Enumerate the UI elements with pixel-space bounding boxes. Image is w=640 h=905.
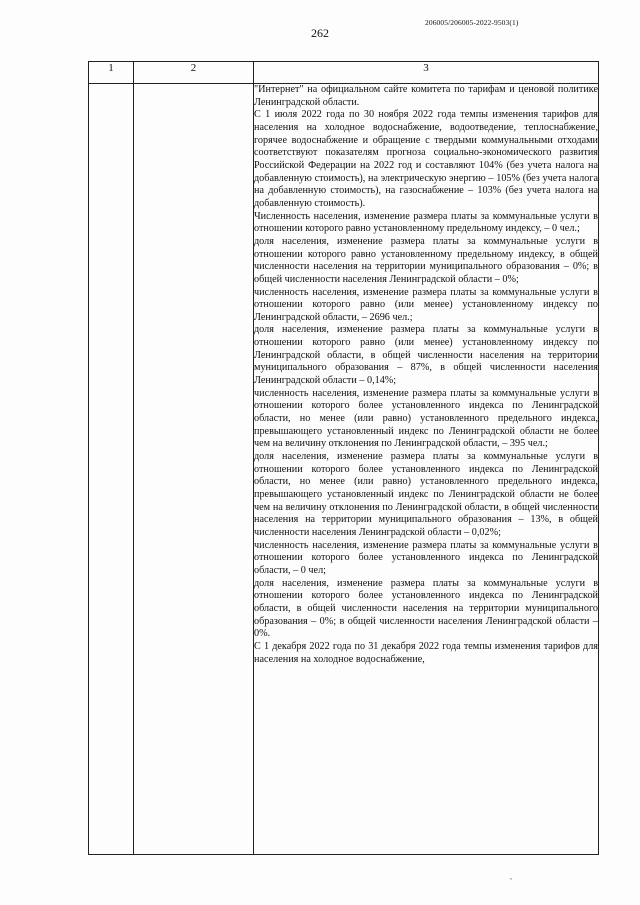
- data-table: [88, 61, 599, 855]
- paragraph: Численность населения, изменение размера платы за коммунальные услуги в отношении которого равно установленному предельному индексу, – 0 чел.;: [254, 210, 598, 235]
- column-header-2: 2: [134, 62, 254, 84]
- paragraph: численность населения, изменение размера платы за коммунальные услуги в отношении которого более установленного индекса по Ленинградской области, но менее (или равно) установленного предельного индекса, превышающего установленный индекс по Ленинградской области не более чем на величину отклонения по Ленинградской области, – 395 чел.;: [254, 387, 598, 450]
- document-code: 206005/206005-2022-9503(1): [425, 18, 519, 27]
- table-row: [89, 84, 599, 855]
- paragraph: С 1 декабря 2022 года по 31 декабря 2022 года темпы изменения тарифов для населения на холодное водоснабжение,: [254, 640, 598, 665]
- table-cell-col1: [89, 84, 134, 855]
- table-cell-col2: [134, 84, 254, 855]
- paragraph: С 1 июля 2022 года по 30 ноября 2022 года темпы изменения тарифов для населения на холодное водоснабжение, водоотведение, теплоснабжение, горячее водоснабжение и обращение с твердыми коммунальными отходами соответствуют показателям прогноза социально-экономического развития Российской Федерации на 2022 год и составляют 104% (без учета налога на добавленную стоимость), на электрическую энергию – 105% (без учета налога на добавленную стоимость), на газоснабжение – 103% (без учета налога на добавленную стоимость).: [254, 109, 598, 209]
- stray-mark: ,: [510, 872, 512, 881]
- column-header-1: 1: [89, 62, 134, 84]
- page-number: 262: [311, 26, 329, 40]
- paragraph: доля населения, изменение размера платы за коммунальные услуги в отношении которого более установленного индекса по Ленинградской области, в общей численности населения на территории муниципального образования – 0%; в общей численности населения Ленинградской области – 0%.: [254, 577, 598, 640]
- table-header-row: [89, 62, 599, 84]
- table-cell-col3: [254, 84, 599, 855]
- paragraph: численность населения, изменение размера платы за коммунальные услуги в отношении которого равно (или менее) установленному индексу по Ленинградской области, – 2696 чел.;: [254, 286, 598, 323]
- paragraph: доля населения, изменение размера платы за коммунальные услуги в отношении которого равно (или менее) установленному индексу по Ленинградской области, в общей численности населения на территории муниципального образования – 87%, в общей численности населения Ленинградской области – 0,14%;: [254, 324, 598, 387]
- paragraph: численность населения, изменение размера платы за коммунальные услуги в отношении которого более установленного индекса по Ленинградской области, – 0 чел;: [254, 539, 598, 576]
- column-header-3: 3: [254, 62, 599, 84]
- paragraph: доля населения, изменение размера платы за коммунальные услуги в отношении которого более установленного индекса по Ленинградской области, но менее (или равно) установленного предельного индекса, превышающего установленный индекс по Ленинградской области не более чем на величину отклонения по Ленинградской области, в общей численности населения на территории муниципального образования – 13%, в общей численности населения Ленинградской области – 0,02%;: [254, 451, 598, 538]
- paragraph: доля населения, изменение размера платы за коммунальные услуги в отношении которого равно установленному предельному индексу, в общей численности населения на территории муниципального образования – 0%; в общей численности населения Ленинградской области – 0%;: [254, 235, 598, 285]
- paragraph: "Интернет" на официальном сайте комитета по тарифам и ценовой политике Ленинградской области.: [254, 84, 598, 108]
